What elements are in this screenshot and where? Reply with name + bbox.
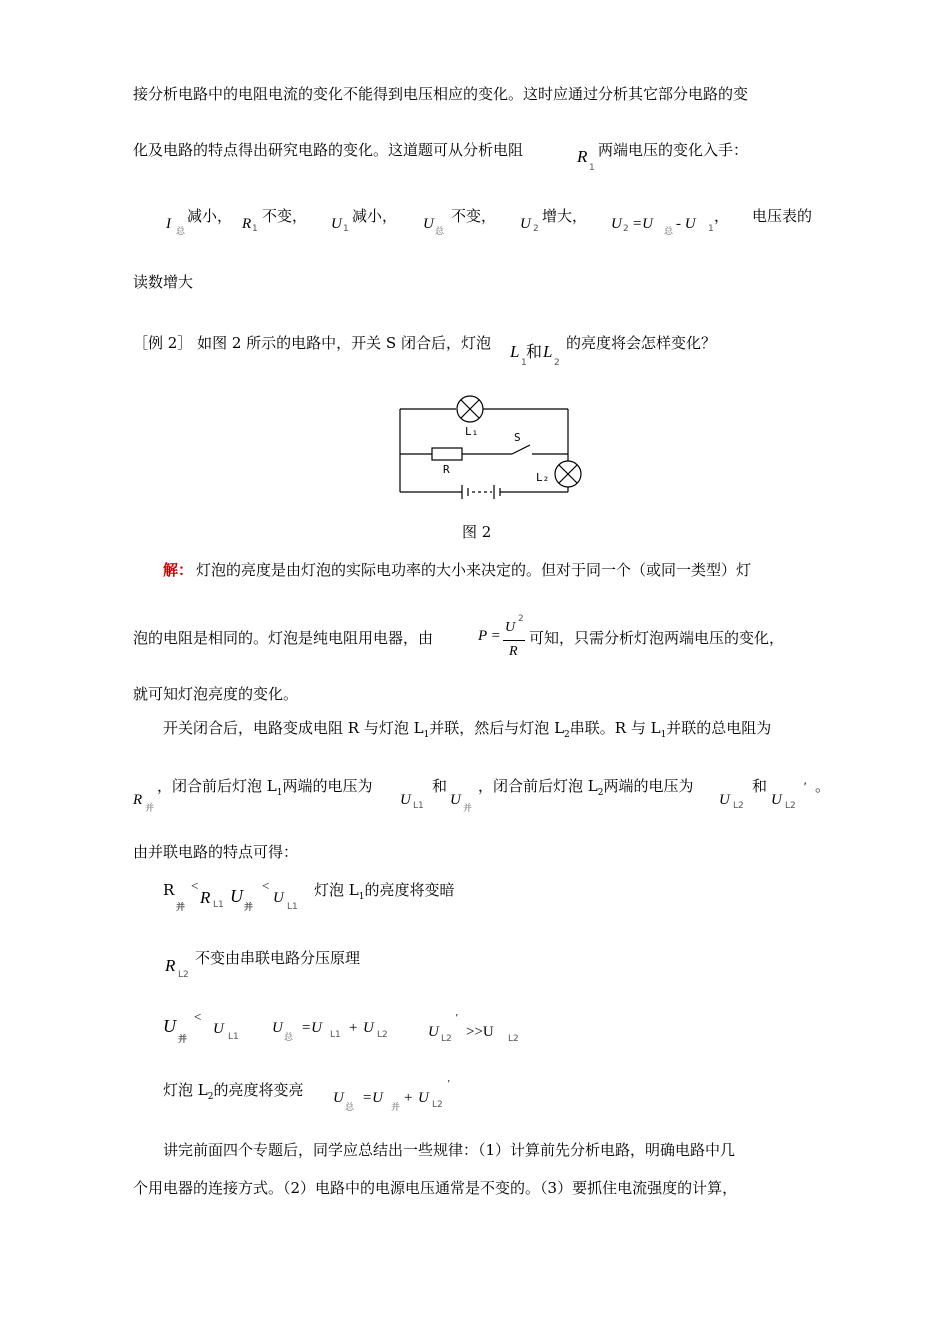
para-line: 两端电压的变化入手： — [598, 141, 749, 159]
text: 灯泡 L — [163, 1081, 208, 1099]
math-U: U — [230, 886, 243, 906]
math-sub: 总 — [284, 1033, 294, 1043]
para-line — [478, 776, 693, 803]
math-U: U — [611, 216, 622, 232]
para-line: 就可知灯泡亮度的变化。 — [133, 685, 299, 703]
math-L: L — [510, 342, 520, 361]
math-U: U — [428, 1024, 439, 1040]
math-sub: 1 — [521, 358, 527, 368]
solution-label — [163, 560, 193, 580]
sub: 1 — [358, 892, 365, 902]
math-sub: L1 — [213, 900, 224, 910]
math-sub: 2 — [533, 224, 539, 234]
math-sub: 并 — [145, 804, 155, 814]
math-lt: < — [191, 878, 199, 893]
text: 并联的总电阻为 — [666, 719, 772, 737]
label-s: S — [514, 431, 521, 444]
para-line: 泡的电阻是相同的。灯泡是纯电阻用电器，由 — [133, 629, 434, 647]
chain-text: 不变， — [451, 207, 497, 225]
math-eq: =U — [301, 1020, 322, 1036]
text: 。 — [815, 777, 831, 795]
math-R: R — [242, 216, 252, 232]
math-U: U — [719, 792, 730, 808]
math-U: U — [272, 1020, 283, 1036]
math-R: R — [577, 147, 588, 166]
chain-text: 减小， — [187, 207, 233, 225]
chain-text: 电压表的 — [752, 207, 813, 225]
math-prime: ' — [803, 779, 806, 794]
math-R: R — [133, 792, 143, 808]
math-P: P = — [478, 628, 501, 644]
sub: 2 — [564, 730, 570, 740]
math-sub: L2 — [508, 1034, 519, 1044]
math-I: I — [166, 216, 171, 232]
math-sub: 并 — [463, 804, 473, 814]
math-U: U — [213, 1021, 224, 1037]
sub: 1 — [276, 788, 283, 798]
math-plus: + — [349, 1020, 358, 1036]
figure-caption: 图 2 — [462, 523, 492, 541]
text: 和 — [432, 777, 448, 795]
para-line — [314, 880, 454, 907]
para-line — [163, 1080, 303, 1107]
text: 灯泡 L — [314, 881, 359, 899]
math-U: U — [400, 792, 411, 808]
text: 两端的电压为 — [603, 777, 694, 795]
math-U: U — [333, 1090, 344, 1106]
math-frac-num: U — [505, 620, 516, 635]
text: ，闭合前后灯泡 L — [478, 777, 598, 795]
para-line: 个用电器的连接方式。（2）电路中的电源电压通常是不变的。（3）要抓住电流强度的计算， — [133, 1179, 738, 1197]
math-sub: 1 — [708, 224, 714, 234]
sub: 2 — [597, 788, 604, 798]
math-U: U — [163, 1016, 176, 1036]
para-line: 由并联电路的特点可得： — [133, 843, 299, 861]
math-frac-den: R — [509, 644, 518, 659]
math-U: U — [423, 216, 434, 232]
math-plus: + — [404, 1090, 413, 1106]
math-sub: 2 — [554, 358, 560, 368]
math-sub: 总 — [345, 1103, 355, 1113]
math-sub: L2 — [441, 1034, 452, 1044]
chain-text: 增大， — [542, 207, 588, 225]
para-line: 化及电路的特点得出研究电路的变化。这道题可从分析电阻 — [133, 141, 524, 159]
math-U: U — [520, 216, 531, 232]
example-line: ［例 2］ 如图 2 所示的电路中，开关 S 闭合后，灯泡 — [133, 334, 491, 352]
example-line: 的亮度将会怎样变化？ — [566, 334, 717, 352]
para-line — [157, 776, 372, 803]
text: 的亮度将变暗 — [364, 881, 455, 899]
math-sub: L2 — [377, 1030, 388, 1040]
math-L: L — [543, 342, 553, 361]
para-line: 可知，只需分析灯泡两端电压的变化， — [529, 629, 785, 647]
math-sub: 1 — [343, 224, 349, 234]
para-line: 接分析电路中的电阻电流的变化不能得到电压相应的变化。这时应通过分析其它部分电路的变 — [133, 85, 749, 103]
math-U: U — [331, 216, 342, 232]
fraction-bar — [503, 640, 525, 641]
para-line: 灯泡的亮度是由灯泡的实际电功率的大小来决定的。但对于同一个（或同一类型）灯 — [196, 561, 752, 579]
para-line: 读数增大 — [133, 273, 194, 291]
math-sub: L1 — [287, 902, 298, 912]
math-sub: 总 — [435, 227, 445, 237]
math-sup: 2 — [518, 614, 524, 624]
para-line: 讲完前面四个专题后，同学应总结出一些规律：（1）计算前先分析电路，明确电路中几 — [163, 1141, 736, 1159]
math-sub: L1 — [330, 1030, 341, 1040]
math-sub: 并 — [176, 903, 186, 913]
math-sub: L2 — [178, 970, 189, 980]
math-eq: =U — [362, 1090, 383, 1106]
math-prime: ' — [447, 1078, 450, 1090]
math-U: U — [363, 1020, 374, 1036]
math-sub: 1 — [252, 224, 258, 234]
math-U: U — [418, 1090, 429, 1106]
math-sub: L1 — [413, 801, 424, 811]
chain-text: 减小， — [352, 207, 398, 225]
text: 的亮度将变亮 — [213, 1081, 304, 1099]
math-R: R — [165, 956, 176, 975]
solution-marker: 解： — [163, 561, 194, 579]
math-sub: 2 — [623, 224, 629, 234]
math-U: U — [273, 890, 284, 906]
math-sub: 并 — [244, 903, 254, 913]
text: 和 — [752, 777, 768, 795]
text: 两端的电压为 — [282, 777, 373, 795]
label-r: R — [443, 463, 450, 476]
sub: 1 — [423, 730, 430, 740]
math-sub: 1 — [589, 163, 595, 173]
text: 开关闭合后，电路变成电阻 R 与灯泡 L — [163, 719, 424, 737]
math-sub: 并 — [391, 1103, 401, 1113]
math-sub: L1 — [228, 1032, 239, 1042]
label-l1: L₁ — [465, 425, 479, 438]
text: ，闭合前后灯泡 L — [157, 777, 277, 795]
math-sub: 并 — [178, 1035, 188, 1045]
math-sub: 总 — [664, 227, 674, 237]
math-R: R — [200, 888, 211, 907]
math-sub: L2 — [432, 1100, 443, 1110]
math-prime: ' — [455, 1012, 458, 1024]
resistor-symbol — [432, 448, 462, 460]
math-lt: < — [262, 878, 270, 893]
switch-symbol — [512, 445, 530, 454]
circuit-diagram — [390, 392, 590, 502]
sub: 2 — [207, 1092, 214, 1102]
math-he: 和 — [526, 342, 543, 361]
math-lt: < — [194, 1009, 202, 1024]
math-gg: >>U — [466, 1024, 494, 1040]
chain-text: 不变， — [262, 207, 308, 225]
math-U: U — [771, 792, 782, 808]
math-sub: L2 — [733, 801, 744, 811]
math-eq: =U — [632, 216, 653, 232]
math-sub: L2 — [785, 801, 796, 811]
label-l2: L₂ — [536, 471, 550, 484]
para-line: 不变由串联电路分压原理 — [195, 949, 361, 967]
math-minus: - U — [676, 216, 696, 232]
math-R: R — [163, 881, 175, 899]
sub: 1 — [660, 730, 667, 740]
para-line — [163, 718, 771, 745]
text: 并联，然后与灯泡 L — [429, 719, 565, 737]
chain-text: ， — [714, 207, 730, 225]
math-sub: 总 — [176, 227, 186, 237]
math-U: U — [450, 792, 461, 808]
text: 串联。R 与 L — [569, 719, 661, 737]
